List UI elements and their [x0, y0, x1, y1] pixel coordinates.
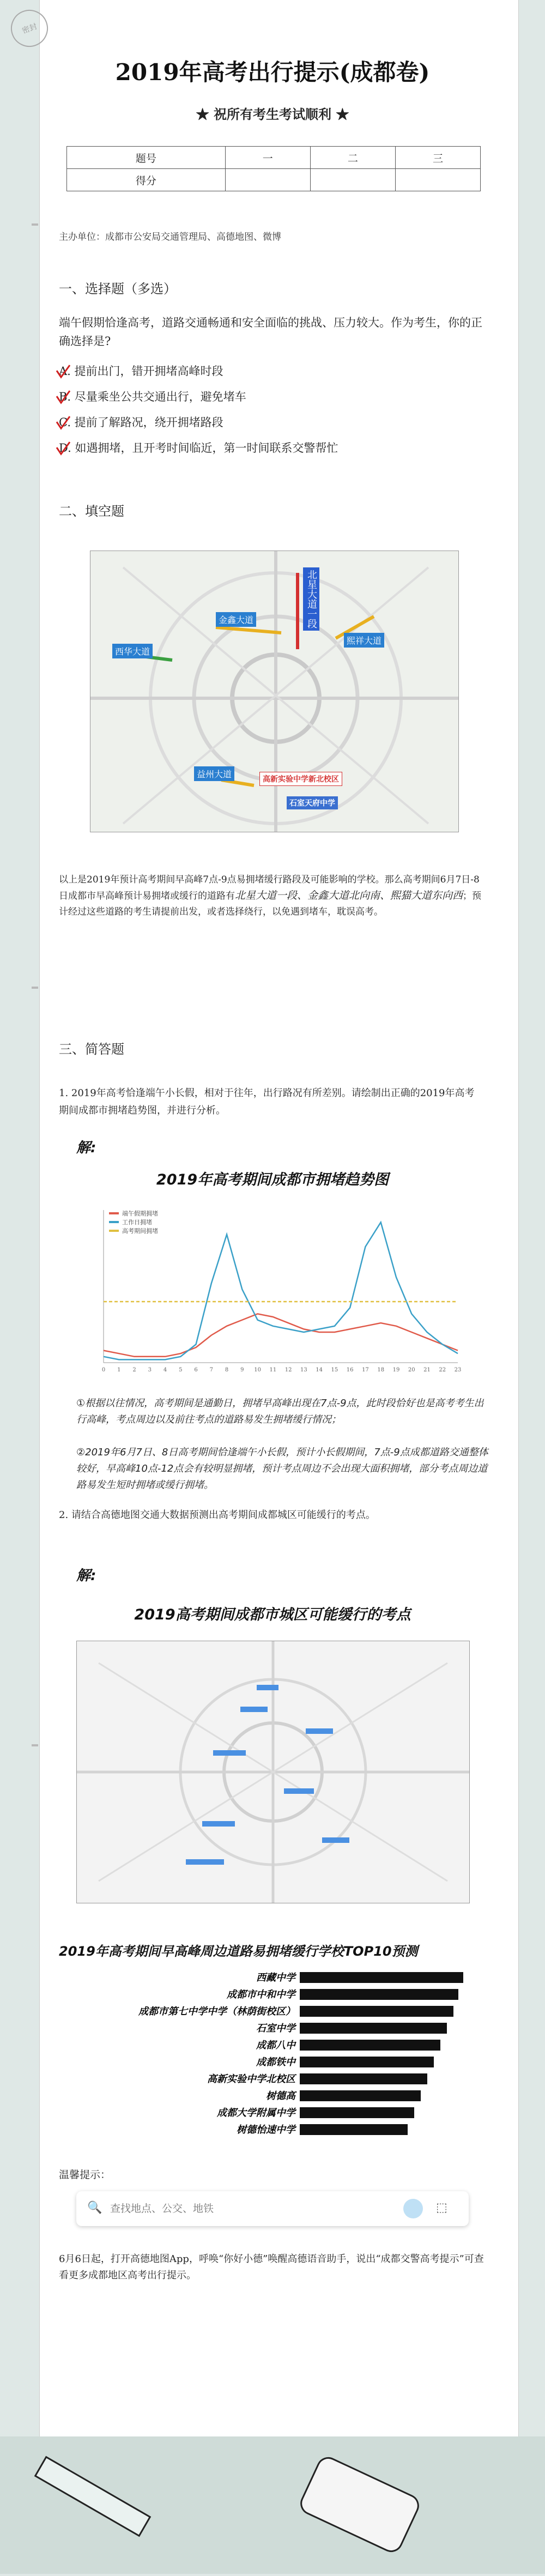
legend-label: 高考期间拥堵 — [122, 1227, 158, 1235]
ranking-bar — [300, 2124, 408, 2135]
question-1: 1. 2019年高考恰逢端午小长假，相对于往年，出行路况有所差别。请绘制出正确的2019年高考期间成都市拥堵趋势图，并进行分析。 — [59, 1087, 475, 1116]
x-tick-label: 11 — [269, 1367, 277, 1373]
x-tick-label: 3 — [148, 1367, 152, 1373]
x-tick-label: 20 — [408, 1367, 415, 1373]
x-tick-label: 8 — [225, 1367, 229, 1373]
x-tick-label: 0 — [101, 1367, 106, 1373]
option-c: C. 提前了解路况，绕开拥堵路段 — [59, 416, 223, 429]
search-bar[interactable] — [76, 2191, 469, 2226]
question-text: 端午假期恰逢高考，道路交通畅通和安全面临的挑战、压力较大。作为考生，你的正确选择是? — [59, 316, 482, 348]
table-cell — [225, 169, 310, 191]
search-input[interactable] — [109, 2200, 395, 2217]
ranking-label: 成都八中 — [256, 2040, 295, 2051]
x-tick-label: 18 — [377, 1367, 385, 1373]
schools-map — [76, 1641, 470, 1903]
fill-answer: 北星大道一段、金鑫大道北向南、熙猫大道东向西 — [235, 890, 463, 902]
fill-suffix: ；预计经过这些道路的考生请提前出发，或者选择绕行，以免遇到堵车，耽误高考。 — [59, 891, 482, 917]
x-tick-label: 7 — [209, 1367, 214, 1373]
map-label-gaoxin: 高新实验中学新北校区 — [259, 772, 342, 786]
x-tick-label: 9 — [240, 1367, 244, 1373]
x-tick-label: 1 — [117, 1367, 121, 1373]
table-cell: 得分 — [67, 169, 226, 191]
fill-paragraph — [59, 872, 484, 920]
x-tick-label: 17 — [362, 1367, 369, 1373]
search-icon: 🔍 — [87, 2201, 102, 2215]
ranking-bar — [300, 2107, 414, 2118]
map-label-shishi: 石室天府中学 — [287, 796, 338, 809]
tip-text: 6月6日起，打开高德地图App，呼唤“你好小德”唤醒高德语音助手，说出“成都交警高考提示”可查看更多成都地区高考出行提示。 — [59, 2253, 484, 2281]
ranking-label: 石室中学 — [256, 2023, 295, 2034]
legend-label: 工作日拥堵 — [122, 1219, 152, 1226]
ranking-label: 树德怡速中学 — [237, 2124, 295, 2136]
x-tick-label: 14 — [316, 1367, 323, 1373]
x-tick-label: 5 — [179, 1367, 183, 1373]
map-label-north: 北星大道一段 — [303, 567, 319, 631]
option-a: A. 提前出门，错开拥堵高峰时段 — [59, 365, 223, 378]
table-row — [67, 169, 481, 191]
ranking-label: 成都大学附属中学 — [217, 2107, 295, 2119]
option-b: B. 尽量乘坐公共交通出行，避免堵车 — [59, 390, 246, 403]
table-cell: 三 — [395, 147, 480, 169]
legend-swatch — [109, 1221, 119, 1223]
question-2: 2. 请结合高德地图交通大数据预测出高考期间成都城区可能缓行的考点。 — [59, 1509, 376, 1521]
ranking-label: 西藏中学 — [256, 1972, 295, 1984]
x-tick-label: 19 — [392, 1367, 400, 1373]
ranking-chart — [65, 1968, 491, 2148]
chart-title: 2019年高考期间成都市拥堵趋势图 — [156, 1171, 389, 1188]
ranking-title: 2019年高考期间早高峰周边道路易拥堵缓行学校TOP10预测 — [59, 1944, 418, 1959]
pencil-eraser-icon — [0, 2436, 545, 2574]
x-tick-label: 16 — [346, 1367, 354, 1373]
x-tick-label: 21 — [423, 1367, 431, 1373]
series-line — [104, 1222, 458, 1359]
ranking-label: 树德高 — [266, 2090, 295, 2102]
ranking-label: 成都市中和中学 — [227, 1989, 295, 2000]
x-tick-label: 10 — [254, 1367, 261, 1373]
ranking-label: 成都铁中 — [256, 2057, 295, 2068]
x-tick-label: 2 — [132, 1367, 136, 1373]
x-tick-label: 15 — [331, 1367, 338, 1373]
ranking-bar — [300, 1989, 458, 2000]
voice-assistant-icon[interactable] — [403, 2199, 423, 2218]
series-line — [104, 1314, 458, 1356]
footer-decoration — [0, 2436, 545, 2574]
table-cell: 二 — [310, 147, 395, 169]
section-title: 二、填空题 — [59, 504, 124, 519]
scan-icon[interactable]: ⬚ — [436, 2201, 447, 2215]
map-label-xipu: 西华大道 — [112, 644, 153, 658]
fill-prefix: 以上是2019年预计高考期间早高峰7点-9点易拥堵缓行路段及可能影响的学校。那么高考期间6月7日-8日成都市早高峰预计易拥堵或缓行的道路有 — [59, 874, 480, 902]
section-title: 三、简答题 — [59, 1042, 124, 1057]
x-tick-label: 22 — [439, 1367, 446, 1373]
table-cell: 题号 — [67, 147, 226, 169]
answer-label: 解: — [76, 1140, 96, 1156]
map-label-xijia: 熙祥大道 — [344, 633, 384, 648]
table-cell: 一 — [225, 147, 310, 169]
ranking-bar — [300, 2040, 440, 2051]
x-tick-label: 13 — [300, 1367, 307, 1373]
map-roads-icon — [77, 1641, 469, 1903]
ranking-bar — [300, 2006, 453, 2017]
answer-label: 解: — [76, 1568, 96, 1584]
x-tick-label: 6 — [194, 1367, 198, 1373]
x-tick-label: 4 — [163, 1367, 167, 1373]
section-title: 一、选择题（多选） — [59, 281, 177, 297]
legend-label: 端午假期拥堵 — [122, 1210, 158, 1217]
ranking-label: 高新实验中学北校区 — [207, 2073, 295, 2085]
stamp: 密封 — [5, 4, 53, 52]
analysis-2: ②2019年6月7日、8日高考期间恰逢端午小长假，预计小长假期间，7点-9点成都道路交通整体较好，早高峰10点-12点会有较明显拥堵，预计考点周边不会出现大面积拥堵，部分考点周边道路易发生短时拥堵或缓行拥堵。 — [76, 1447, 488, 1491]
ranking-bar — [300, 2057, 434, 2067]
map-label-yizhou: 益州大道 — [194, 766, 234, 781]
trend-chart — [76, 1199, 469, 1384]
table-row — [67, 147, 481, 169]
binding-mark — [32, 987, 38, 989]
table-cell — [395, 169, 480, 191]
page-subtitle: ★ 祝所有考生考试顺利 ★ — [196, 106, 349, 122]
map2-title: 2019高考期间成都市城区可能缓行的考点 — [134, 1606, 411, 1623]
binding-mark — [32, 1744, 38, 1746]
x-tick-label: 12 — [284, 1367, 292, 1373]
ranking-bar — [300, 2023, 447, 2034]
binding-mark — [32, 223, 38, 226]
ranking-bar — [300, 1972, 463, 1983]
legend-swatch — [109, 1212, 119, 1214]
table-cell — [310, 169, 395, 191]
ranking-bar — [300, 2073, 427, 2084]
organizer: 主办单位：成都市公安局交通管理局、高德地图、微博 — [59, 232, 281, 243]
score-table — [66, 146, 481, 191]
map-roads-icon — [90, 551, 458, 832]
tip-title: 温馨提示： — [59, 2169, 111, 2181]
ranking-bar — [300, 2090, 421, 2101]
map-label-jinxin: 金鑫大道 — [216, 612, 256, 627]
legend-swatch — [109, 1230, 119, 1232]
option-d: D. 如遇拥堵，且开考时间临近，第一时间联系交警帮忙 — [59, 442, 338, 455]
traffic-map — [90, 551, 459, 832]
analysis-1: ①根据以往情况，高考期间是通勤日，拥堵早高峰出现在7点-9点，此时段恰好也是高考考生出行高峰，考点周边以及前往考点的道路易发生拥堵缓行情况； — [76, 1398, 484, 1425]
ranking-label: 成都市第七中学中学（林荫街校区） — [138, 2006, 295, 2017]
checkmarks — [53, 360, 75, 463]
page-title: 2019年高考出行提示(成都卷) — [115, 59, 430, 86]
x-tick-label: 23 — [454, 1367, 462, 1373]
